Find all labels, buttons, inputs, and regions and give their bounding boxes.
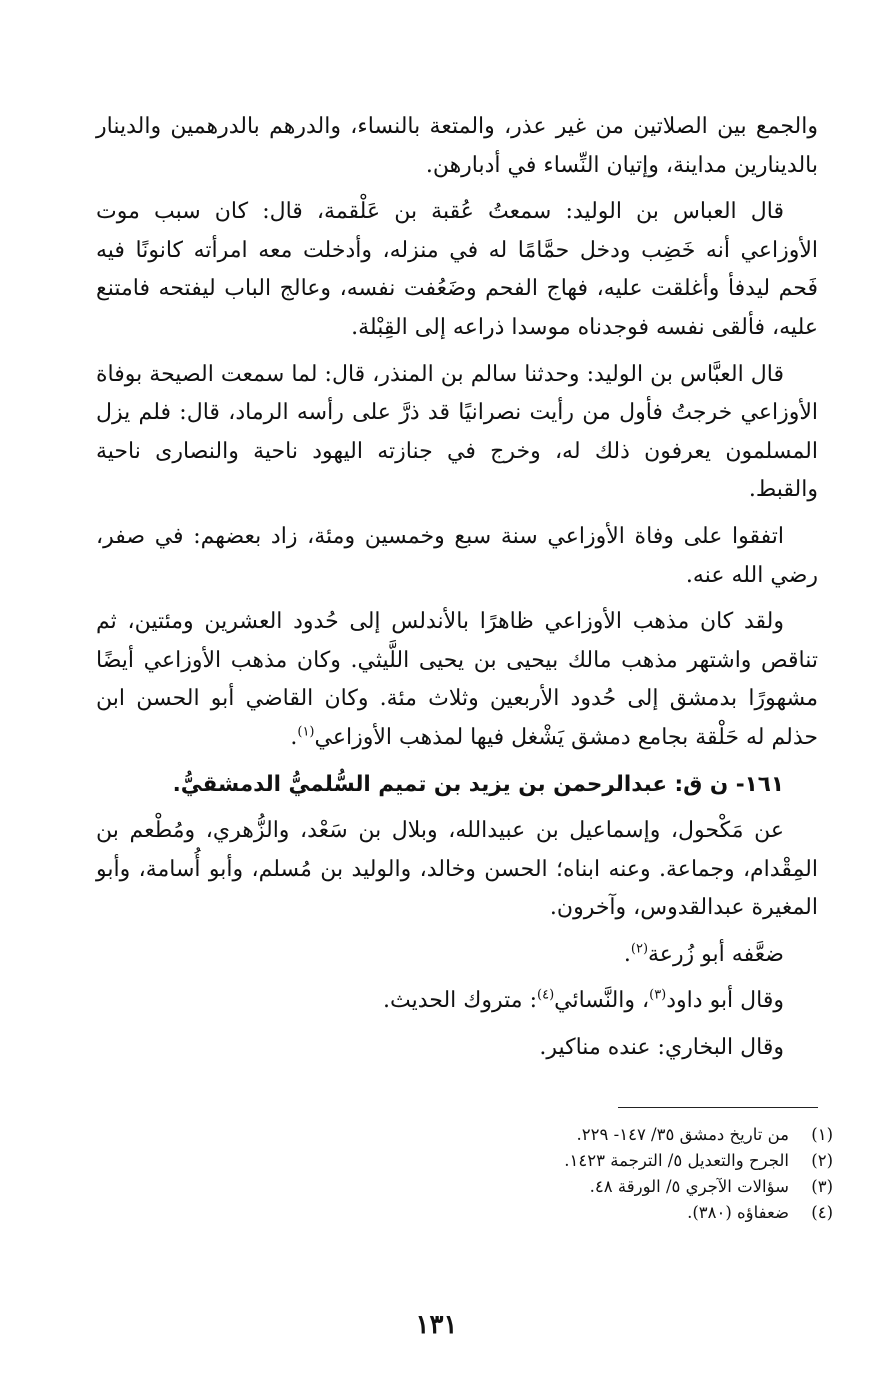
footnotes-list — [133, 1122, 833, 1226]
paragraph-8-b: ، والنَّسائي — [554, 988, 650, 1014]
footnote-item — [133, 1200, 833, 1226]
footnote-number: (١) — [811, 1125, 833, 1144]
paragraph-5-text: ولقد كان مذهب الأوزاعي ظاهرًا بالأندلس إلى حُدود العشرين ومئتين، ثم تناقص واشتهر مذهب مالك بيحيى بن يحيى اللَّيثي. وكان مذهب الأوزاعي أيضًا مشهورًا بدمشق إلى حُدود الأربعين وثلاث مئة. وكان القاضي أبو الحسن ابن حذلم له حَلْقة بجامع دمشق يَشْغل فيها لمذهب الأوزاعي — [96, 609, 818, 750]
paragraph-4: اتفقوا على وفاة الأوزاعي سنة سبع وخمسين ومئة، زاد بعضهم: في صفر، رضي الله عنه. — [96, 523, 818, 588]
paragraph-7-text: ضعَّفه أبو زُرعة — [648, 941, 784, 967]
footnote-ref-1: (١) — [297, 724, 315, 740]
footnote-text: من تاريخ دمشق ٣٥/ ١٤٧- ٢٢٩. — [576, 1125, 789, 1144]
main-text — [96, 108, 818, 1076]
footnote-text: ضعفاؤه (٣٨٠). — [687, 1203, 789, 1222]
footnote-number: (٣) — [811, 1177, 833, 1196]
footnote-divider — [618, 1107, 818, 1108]
footnote-text: سؤالات الآجري ٥/ الورقة ٤٨. — [589, 1177, 789, 1196]
paragraph-8-c: : متروك الحديث. — [383, 988, 537, 1014]
paragraph-1: والجمع بين الصلاتين من غير عذر، والمتعة بالنساء، والدرهم بالدرهمين والدينار بالدينارين مداينة، وإتيان النِّساء في أدبارهن. — [96, 114, 818, 178]
footnote-item — [133, 1148, 833, 1174]
paragraph-7 — [96, 936, 818, 975]
paragraph-8 — [96, 982, 818, 1021]
page-number: ١٣١ — [415, 1310, 458, 1340]
footnote-ref-4: (٤) — [537, 988, 555, 1004]
paragraph-7-end: . — [623, 941, 631, 967]
paragraph-5 — [96, 603, 818, 757]
paragraph-9: وقال البخاري: عنده مناكير. — [539, 1035, 784, 1061]
paragraph-3: قال العبَّاس بن الوليد: وحدثنا سالم بن المنذر، قال: لما سمعت الصيحة بوفاة الأوزاعي خرجتُ فأول من رأيت نصرانيًا قد ذرَّ على رأسه الرماد، قال: فلم يزل المسلمون يعرفون ذلك له، وخرج في جنازته اليهود ناحية والنصارى ناحية والقبط. — [96, 361, 818, 503]
entry-heading: ١٦١- ن ق: عبدالرحمن بن يزيد بن تميم السُّلميُّ الدمشقيُّ. — [172, 771, 784, 797]
footnote-number: (٤) — [811, 1203, 833, 1222]
footnote-text: الجرح والتعديل ٥/ الترجمة ١٤٢٣. — [564, 1151, 789, 1170]
footnote-number: (٢) — [811, 1151, 833, 1170]
footnote-item — [133, 1174, 833, 1200]
footnote-ref-3: (٣) — [649, 988, 667, 1004]
paragraph-6: عن مَكْحول، وإسماعيل بن عبيدالله، وبلال بن سَعْد، والزُّهري، ومُطْعم بن المِقْدام، وجماعة. وعنه ابناه؛ الحسن وخالد، والوليد بن مُسلم، وأبو أُسامة، وأبو المغيرة عبدالقدوس، وآخرون. — [96, 818, 818, 921]
paragraph-8-a: وقال أبو داود — [666, 988, 784, 1014]
paragraph-2: قال العباس بن الوليد: سمعتُ عُقبة بن عَلْقمة، قال: كان سبب موت الأوزاعي أنه خَضِب ودخل حمَّامًا له في منزله، وأدخلت معه امرأته كانونًا فيه فَحم ليدفأ وأغلقت عليه، فهاج الفحم وضَعُفت نفسه، وعالج الباب ليفتحه فامتنع عليه، فألقى نفسه فوجدناه موسدا ذراعه إلى القِبْلة. — [96, 199, 818, 340]
paragraph-5-end: . — [290, 724, 298, 750]
footnote-ref-2: (٢) — [630, 941, 649, 957]
footnote-item — [133, 1122, 833, 1148]
